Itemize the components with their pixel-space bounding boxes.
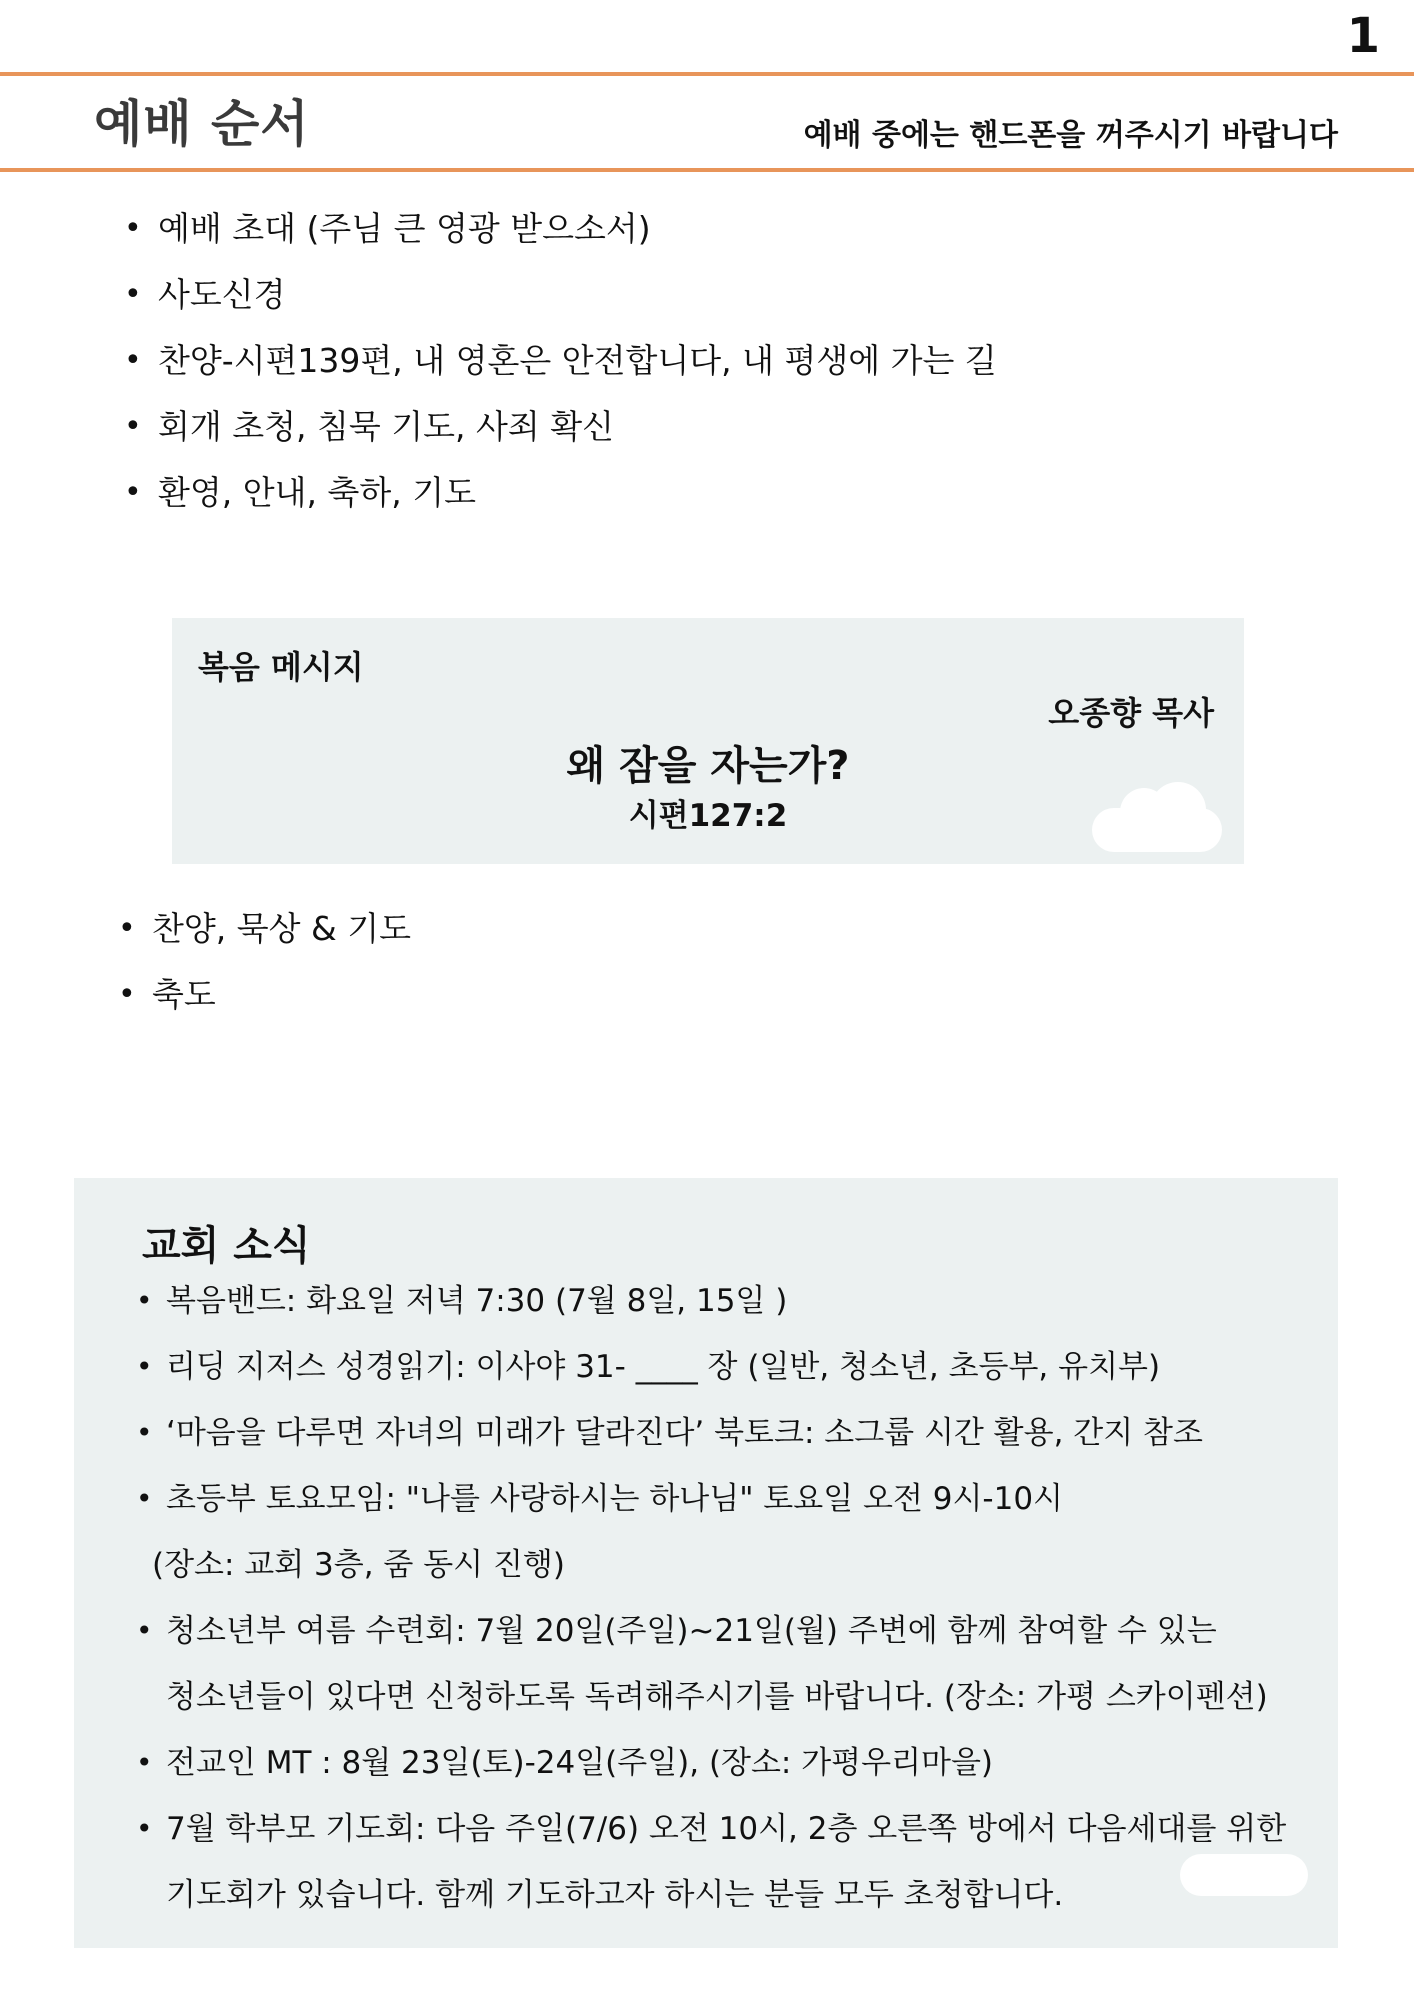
church-news-box <box>74 1178 1338 1948</box>
news-item-continuation: 청소년들이 있다면 신청하도록 독려해주시기를 바랍니다. (장소: 가평 스카이펜션) <box>166 1679 1268 1715</box>
news-item: • ‘마음을 다루면 자녀의 미래가 달라진다’ 북토크: 소그룹 시간 활용, 간지 참조 <box>136 1400 1286 1466</box>
sermon-box <box>172 618 1244 864</box>
list-item: • 축도 <box>118 962 411 1028</box>
news-item: • 청소년부 여름 수련회: 7월 20일(주일)~21일(월) 주변에 함께 참여할 수 있는 <box>136 1598 1286 1664</box>
list-item: • 찬양-시편139편, 내 영혼은 안전합니다, 내 평생에 가는 길 <box>124 328 997 394</box>
header-top-rule <box>0 72 1414 76</box>
list-item: • 회개 초청, 침묵 기도, 사죄 확신 <box>124 394 997 460</box>
scripture-reference: 시편127:2 <box>628 798 788 834</box>
cloud-icon <box>1092 782 1222 852</box>
news-item: • 전교인 MT : 8월 23일(토)-24일(주일), (장소: 가평우리마을) <box>136 1730 1286 1796</box>
phone-notice: 예배 중에는 핸드폰을 꺼주시기 바랍니다 <box>803 118 1338 153</box>
preacher-name: 오종향 목사 <box>1048 694 1214 732</box>
list-item: • 환영, 안내, 축하, 기도 <box>124 460 997 526</box>
church-news-list <box>136 1268 1286 1928</box>
worship-order-list <box>124 196 997 526</box>
header-bottom-rule <box>0 168 1414 172</box>
news-item-continuation: (장소: 교회 3층, 줌 동시 진행) <box>152 1547 565 1583</box>
sermon-heading: 복음 메시지 <box>198 648 364 686</box>
news-item: • 리딩 지저스 성경읽기: 이사야 31- ____ 장 (일반, 청소년, 초등부, 유치부) <box>136 1334 1286 1400</box>
page-title: 예배 순서 <box>94 95 310 153</box>
news-item: • 7월 학부모 기도회: 다음 주일(7/6) 오전 10시, 2층 오른쪽 방에서 다음세대를 위한 <box>136 1796 1286 1862</box>
worship-order-list-continued <box>118 896 411 1028</box>
sermon-title: 왜 잠을 자는가? <box>566 743 850 789</box>
page-number: 1 <box>1346 8 1380 64</box>
news-item-continuation: 기도회가 있습니다. 함께 기도하고자 하시는 분들 모두 초청합니다. <box>166 1877 1064 1913</box>
news-item: • 복음밴드: 화요일 저녁 7:30 (7월 8일, 15일 ) <box>136 1268 1286 1334</box>
list-item: • 사도신경 <box>124 262 997 328</box>
list-item: • 찬양, 묵상 & 기도 <box>118 896 411 962</box>
news-item: • 초등부 토요모임: "나를 사랑하시는 하나님" 토요일 오전 9시-10시 <box>136 1466 1286 1532</box>
decorative-pill <box>1180 1854 1308 1896</box>
church-news-title: 교회 소식 <box>142 1223 311 1269</box>
list-item: • 예배 초대 (주님 큰 영광 받으소서) <box>124 196 997 262</box>
